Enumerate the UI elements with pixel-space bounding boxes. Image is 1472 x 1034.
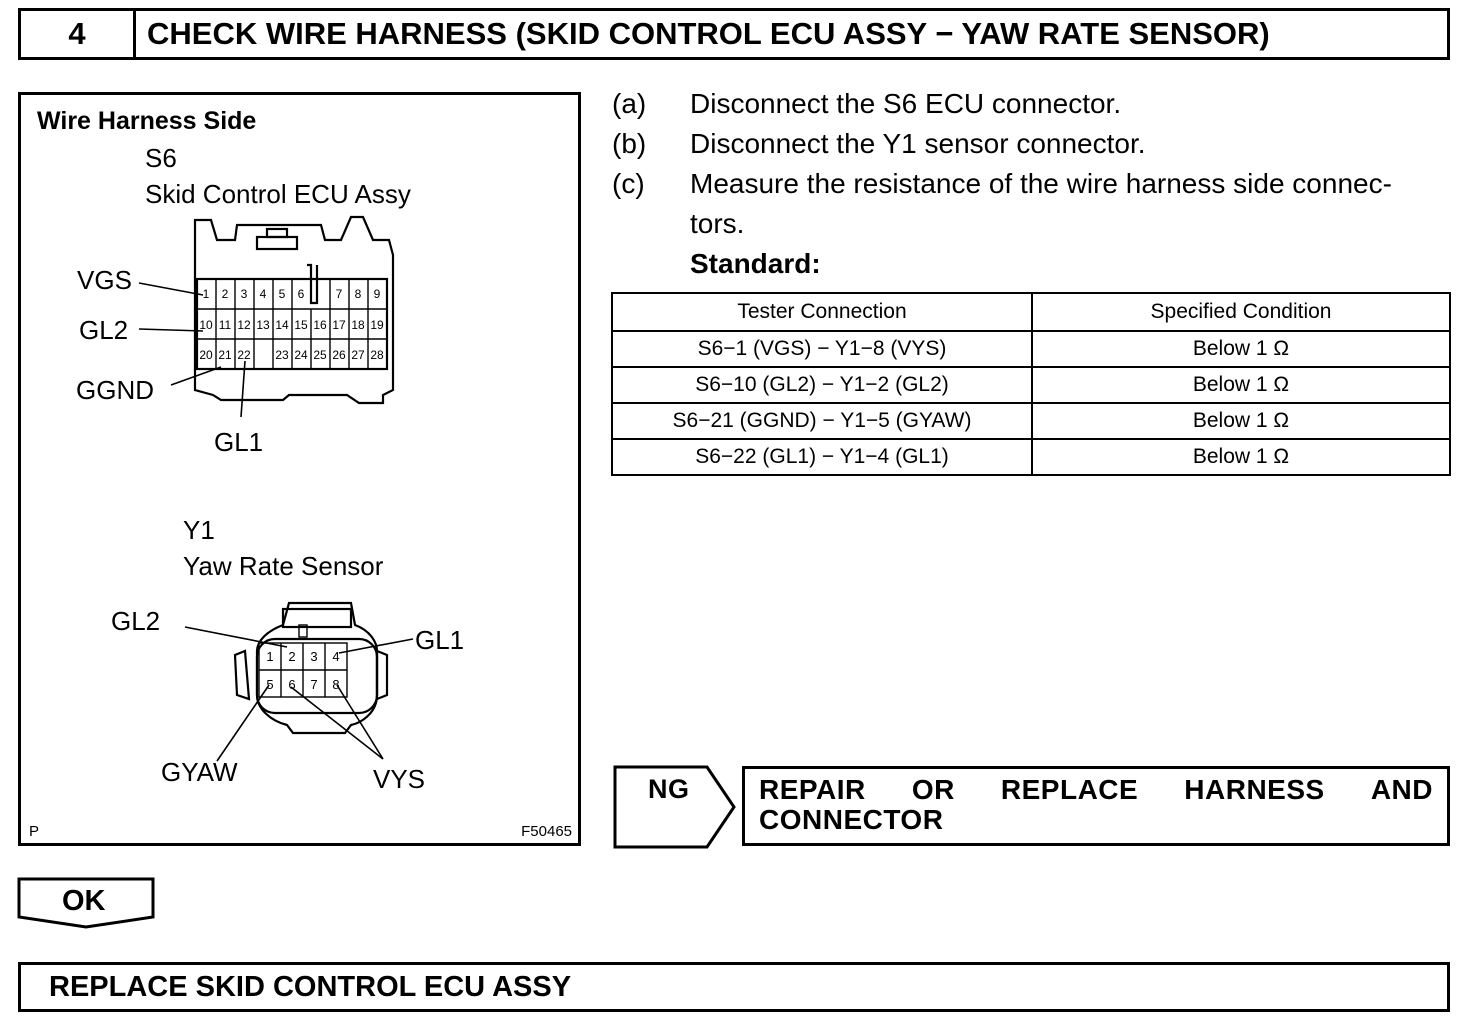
ecu-connector-body: [195, 217, 393, 403]
ecu-pin: 14: [275, 318, 289, 332]
table-header: Tester Connection: [612, 293, 1032, 331]
ecu-pin: 16: [313, 318, 327, 332]
table-cell: S6−21 (GGND) − Y1−5 (GYAW): [612, 403, 1032, 439]
ecu-pin: 19: [370, 318, 384, 332]
sensor-connector-code: Y1: [183, 515, 215, 545]
label-vys: VYS: [373, 764, 426, 794]
ng-word: OR: [911, 774, 955, 805]
ecu-pin: 4: [259, 287, 267, 301]
ecu-connector-name: Skid Control ECU Assy: [145, 179, 411, 209]
ecu-pin: 24: [294, 348, 308, 362]
table-cell: Below 1 Ω: [1032, 403, 1450, 439]
label-sensor-gl2: GL2: [111, 606, 161, 636]
label-vgs: VGS: [77, 265, 132, 295]
step-title: CHECK WIRE HARNESS (SKID CONTROL ECU ASSY − YAW RATE SENSOR): [147, 16, 1270, 51]
table-cell: S6−22 (GL1) − Y1−4 (GL1): [612, 439, 1032, 475]
ecu-pin: 12: [237, 318, 251, 332]
spec-table: [611, 292, 1451, 476]
label-ggnd: GGND: [76, 375, 154, 405]
sensor-pin: 5: [266, 677, 274, 692]
sensor-pin: 7: [310, 677, 318, 692]
step-number: 4: [21, 11, 136, 57]
ng-word: HARNESS: [1184, 774, 1325, 805]
ecu-pin: 22: [237, 348, 251, 362]
figure-corner-mark: P: [29, 823, 40, 840]
table-cell: S6−1 (VGS) − Y1−8 (VYS): [612, 331, 1032, 367]
table-cell: Below 1 Ω: [1032, 439, 1450, 475]
ok-label: OK: [62, 885, 106, 917]
ecu-pin: 18: [351, 318, 365, 332]
label-gyaw: GYAW: [161, 757, 238, 787]
ecu-pin: 7: [335, 287, 343, 301]
table-row: [612, 403, 1450, 439]
final-action-text: REPLACE SKID CONTROL ECU ASSY: [49, 970, 572, 1003]
ecu-pin: 10: [199, 318, 213, 332]
table-header: Specified Condition: [1032, 293, 1450, 331]
sensor-pin: 1: [266, 649, 274, 664]
ecu-pin: 26: [332, 348, 346, 362]
table-row: [612, 439, 1450, 475]
step-header: [18, 8, 1450, 60]
ecu-pin: 1: [202, 287, 210, 301]
table-header-row: [612, 293, 1450, 331]
sensor-pin: 2: [288, 649, 296, 664]
ng-word: AND: [1370, 774, 1433, 805]
ng-action-box: [742, 766, 1450, 846]
ecu-pin: 15: [294, 318, 308, 332]
instruction-text: Disconnect the Y1 sensor connector.: [690, 128, 1146, 159]
sensor-pin: 8: [332, 677, 340, 692]
ecu-pin: 17: [332, 318, 346, 332]
final-action-box: [18, 962, 1450, 1012]
ecu-pin: 5: [278, 287, 286, 301]
ecu-pin: 8: [354, 287, 362, 301]
ecu-pin: 28: [370, 348, 384, 362]
ecu-pin: 11: [218, 318, 232, 332]
ng-word: REPAIR: [759, 774, 866, 805]
ng-action-line1: [759, 775, 1433, 805]
label-sensor-gl1: GL1: [415, 625, 465, 655]
table-cell: Below 1 Ω: [1032, 367, 1450, 403]
figure-id: F50465: [521, 823, 572, 840]
ecu-pin: 27: [351, 348, 365, 362]
label-gl2: GL2: [79, 315, 129, 345]
instruction-text: Measure the resistance of the wire harness side connec-: [690, 168, 1392, 199]
ecu-pin: 3: [240, 287, 248, 301]
sensor-pin: 3: [310, 649, 318, 664]
ecu-pin: 6: [297, 287, 305, 301]
ecu-pin: 20: [199, 348, 213, 362]
instruction-letter: (a): [612, 88, 647, 119]
ecu-pin: 2: [221, 287, 229, 301]
table-row: [612, 367, 1450, 403]
ecu-pin: 21: [218, 348, 232, 362]
instruction-text: Disconnect the S6 ECU connector.: [690, 88, 1122, 119]
ng-word: REPLACE: [1000, 774, 1139, 805]
figure-heading: Wire Harness Side: [37, 107, 257, 135]
label-gl1: GL1: [214, 427, 264, 457]
sensor-connector-body: [235, 603, 387, 733]
ecu-pin: 23: [275, 348, 289, 362]
ecu-connector-code: S6: [145, 143, 177, 173]
ng-action-line2: CONNECTOR: [759, 804, 944, 835]
table-cell: Below 1 Ω: [1032, 331, 1450, 367]
instruction-continuation: tors.: [690, 208, 745, 239]
ecu-pin: 25: [313, 348, 327, 362]
standard-label: Standard:: [690, 248, 821, 279]
sensor-pin: 6: [288, 677, 296, 692]
instruction-letter: (b): [612, 128, 647, 159]
instruction-letter: (c): [612, 168, 645, 199]
sensor-connector-name: Yaw Rate Sensor: [183, 551, 384, 581]
table-cell: S6−10 (GL2) − Y1−2 (GL2): [612, 367, 1032, 403]
connector-figure: [18, 92, 581, 846]
connector-drawings: [21, 95, 578, 843]
sensor-pin: 4: [332, 649, 340, 664]
ecu-pin: 9: [373, 287, 381, 301]
ng-label: NG: [648, 774, 690, 804]
table-row: [612, 331, 1450, 367]
ecu-pin: 13: [256, 318, 270, 332]
